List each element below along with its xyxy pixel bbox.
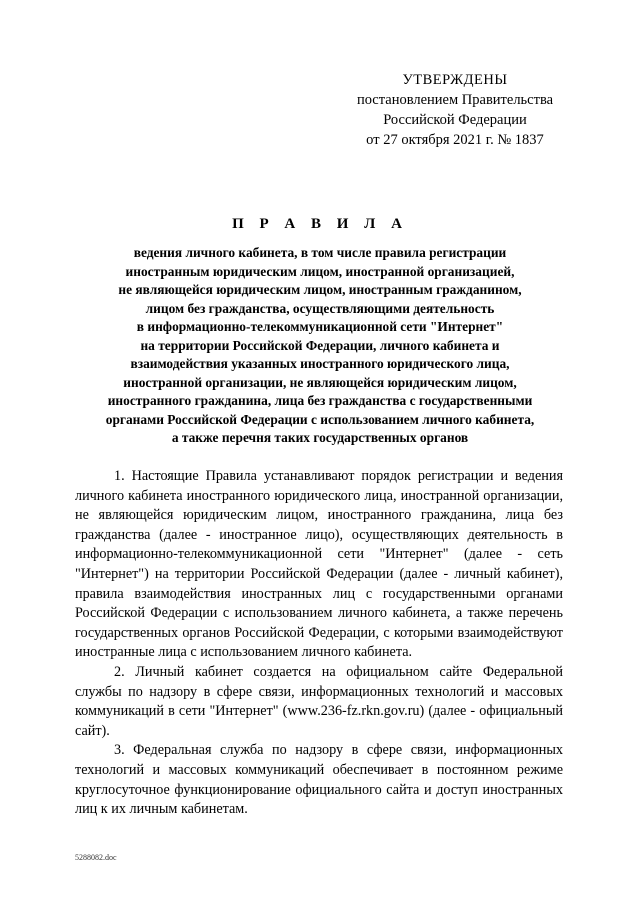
document-body: [75, 467, 563, 820]
subtitle-line: не являющейся юридическим лицом, иностранным гражданином,: [118, 282, 522, 297]
subtitle-line: органами Российской Федерации с использованием личного кабинета,: [105, 411, 535, 427]
subtitle-line: иностранной организации, не являющейся юридическим лицом,: [123, 374, 517, 390]
file-name-footer: 5288082.doc: [75, 853, 117, 862]
subtitle-line: иностранного гражданина, лица без гражданства с государственными: [107, 393, 533, 408]
approval-line: постановлением Правительства: [356, 92, 554, 108]
approval-block: [340, 70, 570, 150]
paragraph-3: 3. Федеральная служба по надзору в сфере связи, информационных технологий и массовых коммуникаций обеспечивает в постоянном режиме круглосуточное функционирование официального сайта и доступ иностранных лиц к их личным кабинетам.: [75, 742, 563, 818]
paragraph-2: 2. Личный кабинет создается на официальном сайте Федеральной службы по надзору в сфере связи, информационных технологий и массовых коммуникаций в сети "Интернет" (www.236-fz.rkn.gov.ru) (далее - официальный сайт).: [75, 663, 563, 739]
subtitle-line: лицом без гражданства, осуществляющими деятельность: [145, 300, 495, 316]
subtitle-line: на территории Российской Федерации, личного кабинета и: [140, 337, 500, 353]
approval-stamp: УТВЕРЖДЕНЫ: [402, 72, 508, 88]
subtitle-line: в информационно-телекоммуникационной сети "Интернет": [136, 319, 504, 334]
subtitle-line: ведения личного кабинета, в том числе правила регистрации: [133, 245, 507, 260]
subtitle-line: взаимодействия указанных иностранного юридического лица,: [130, 356, 510, 371]
paragraph-1: 1. Настоящие Правила устанавливают порядок регистрации и ведения личного кабинета иностранного юридического лица, иностранной организации, не являющейся юридическим лицом, иностранного гражданина, лица без гражданства (далее - иностранное лицо), осуществляющих деятельность в информационно-телекоммуникационной сети "Интернет" (далее - сеть "Интернет") на территории Российской Федерации (далее - личный кабинет), правила взаимодействия иностранных лиц с государственными органами Российской Федерации с использованием личного кабинета, а также перечень государственных органов Российской Федерации, с которыми взаимодействуют иностранные лица с использованием личного кабинета.: [75, 468, 563, 661]
approval-line: Российской Федерации: [383, 112, 527, 128]
document-subtitle: [60, 244, 580, 448]
document-title: П Р А В И Л А: [232, 216, 408, 232]
subtitle-line: а также перечня таких государственных органов: [171, 430, 469, 445]
approval-date: от 27 октября 2021 г. № 1837: [366, 132, 544, 148]
subtitle-line: иностранным юридическим лицом, иностранной организацией,: [125, 263, 515, 279]
